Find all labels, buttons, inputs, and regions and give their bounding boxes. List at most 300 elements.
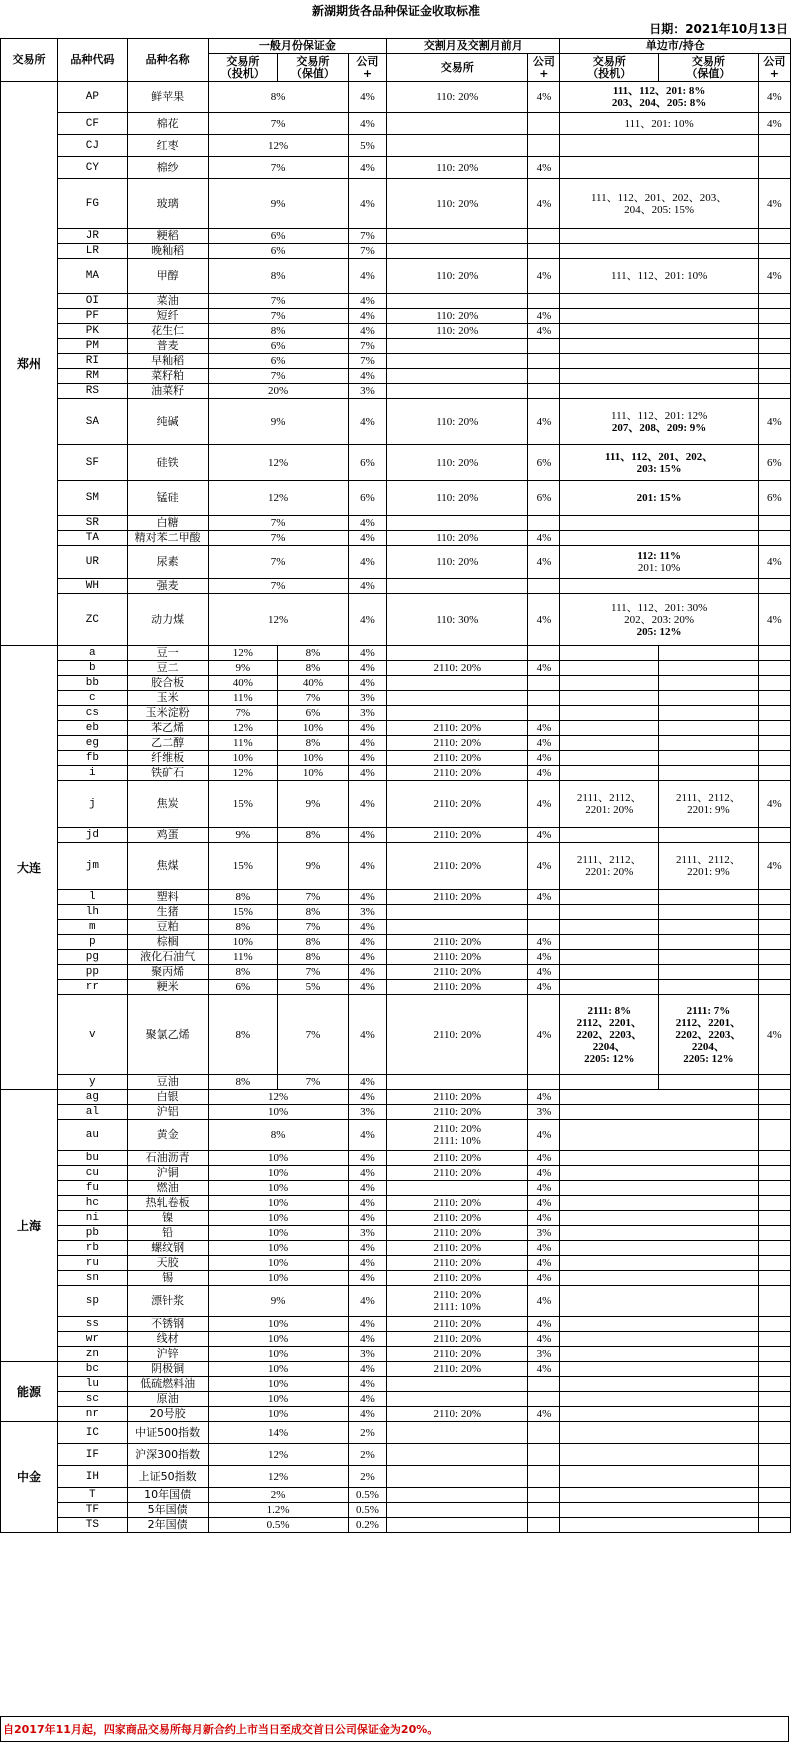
table-row: [1, 229, 791, 244]
table-row: [1, 445, 791, 481]
name-cell: 棉纱: [127, 157, 208, 179]
single-company-cell: [758, 980, 790, 995]
general-company-cell: 4%: [348, 920, 386, 935]
delivery-cell: 2110: 20%: [387, 1090, 528, 1105]
single-company-cell: [758, 1503, 790, 1518]
delivery-company-cell: 4%: [528, 736, 560, 751]
cell-line: 2201: 20%: [585, 866, 634, 878]
spec-margin-cell: 10%: [208, 935, 278, 950]
exchange-cell: 大连: [1, 646, 58, 1090]
name-cell: 漂针浆: [127, 1286, 208, 1317]
general-margin-cell: 9%: [208, 1286, 348, 1317]
general-company-cell: 7%: [348, 354, 386, 369]
single-company-cell: [758, 1407, 790, 1422]
single-market-cell: 111、201: 10%: [560, 113, 758, 135]
code-cell: eg: [58, 736, 128, 751]
single-hedge-cell: [659, 661, 759, 676]
cell-line: 111、112、201、202、203、: [590, 191, 728, 204]
general-company-cell: 4%: [348, 324, 386, 339]
name-cell: 玉米: [127, 691, 208, 706]
code-cell: IF: [58, 1444, 128, 1466]
code-cell: ni: [58, 1211, 128, 1226]
spec-margin-cell: 8%: [208, 995, 278, 1075]
general-margin-cell: 10%: [208, 1181, 348, 1196]
header-delivery: 交割月及交割月前月: [387, 39, 560, 54]
general-margin-cell: 10%: [208, 1211, 348, 1226]
cell-line: 2204、: [592, 1040, 626, 1053]
cell-line: 205: 12%: [636, 625, 682, 638]
exchange-cell: 中金: [1, 1422, 58, 1533]
delivery-company-cell: [528, 676, 560, 691]
table-row: [1, 594, 791, 646]
name-cell: 豆油: [127, 1075, 208, 1090]
single-company-cell: 6%: [758, 481, 790, 516]
delivery-cell: 2110: 20%: [387, 1256, 528, 1271]
single-spec-cell: [560, 781, 659, 828]
code-cell: TF: [58, 1503, 128, 1518]
general-margin-cell: 14%: [208, 1422, 348, 1444]
general-margin-cell: 10%: [208, 1166, 348, 1181]
spec-margin-cell: 10%: [208, 751, 278, 766]
delivery-company-cell: 4%: [528, 1090, 560, 1105]
code-cell: fb: [58, 751, 128, 766]
single-company-cell: [758, 294, 790, 309]
single-company-cell: [758, 920, 790, 935]
general-company-cell: 6%: [348, 481, 386, 516]
single-market-cell: [560, 546, 758, 579]
delivery-company-cell: [528, 294, 560, 309]
table-row: [1, 339, 791, 354]
delivery-cell: [387, 1377, 528, 1392]
single-hedge-cell: [659, 980, 759, 995]
delivery-company-cell: 4%: [528, 890, 560, 905]
table-row: [1, 1120, 791, 1151]
single-market-cell: [560, 294, 758, 309]
single-market-cell: [560, 1196, 758, 1211]
cell-line: 2201: 20%: [585, 804, 634, 816]
table-row: [1, 905, 791, 920]
delivery-cell: 2110: 20%: [387, 1362, 528, 1377]
single-hedge-cell: [659, 736, 759, 751]
table-row: [1, 1181, 791, 1196]
single-spec-cell: [560, 661, 659, 676]
single-company-cell: 6%: [758, 445, 790, 481]
table-body: [1, 82, 791, 1533]
delivery-company-cell: 6%: [528, 445, 560, 481]
header-spec: [208, 54, 278, 82]
single-market-cell: [560, 1422, 758, 1444]
code-cell: rb: [58, 1241, 128, 1256]
single-market-cell: [560, 1392, 758, 1407]
table-row: [1, 1211, 791, 1226]
delivery-company-cell: 4%: [528, 531, 560, 546]
general-company-cell: 4%: [348, 935, 386, 950]
name-cell: 短纤: [127, 309, 208, 324]
single-market-cell: 111、112、201: 10%: [560, 259, 758, 294]
general-company-cell: 4%: [348, 1256, 386, 1271]
single-company-cell: [758, 324, 790, 339]
name-cell: 甲醇: [127, 259, 208, 294]
delivery-cell: [387, 1120, 528, 1151]
single-company-cell: [758, 1120, 790, 1151]
delivery-cell: [387, 676, 528, 691]
code-cell: CJ: [58, 135, 128, 157]
single-company-cell: [758, 157, 790, 179]
single-company-cell: [758, 1392, 790, 1407]
general-company-cell: 4%: [348, 676, 386, 691]
general-margin-cell: 10%: [208, 1392, 348, 1407]
general-company-cell: 4%: [348, 179, 386, 229]
single-company-cell: [758, 965, 790, 980]
general-company-cell: 4%: [348, 721, 386, 736]
page-title: 新湖期货各品种保证金收取标准: [311, 4, 480, 18]
spec-margin-cell: 6%: [208, 980, 278, 995]
delivery-company-cell: 4%: [528, 1271, 560, 1286]
general-margin-cell: 10%: [208, 1105, 348, 1120]
delivery-cell: [387, 905, 528, 920]
general-margin-cell: 10%: [208, 1226, 348, 1241]
table-row: [1, 661, 791, 676]
delivery-company-cell: 4%: [528, 995, 560, 1075]
code-cell: OI: [58, 294, 128, 309]
name-cell: 塑料: [127, 890, 208, 905]
delivery-cell: [387, 920, 528, 935]
delivery-company-cell: 4%: [528, 1241, 560, 1256]
table-row: [1, 1444, 791, 1466]
delivery-cell: 2110: 20%: [387, 843, 528, 890]
single-market-cell: [560, 1151, 758, 1166]
cell-line: 2111、2112、: [676, 854, 741, 866]
delivery-company-cell: [528, 135, 560, 157]
code-cell: v: [58, 995, 128, 1075]
single-market-cell: 201: 15%: [560, 481, 758, 516]
header-delivery-company: [528, 54, 560, 82]
general-margin-cell: 10%: [208, 1317, 348, 1332]
delivery-company-cell: 4%: [528, 1166, 560, 1181]
name-cell: 黄金: [127, 1120, 208, 1151]
delivery-cell: 2110: 20%: [387, 751, 528, 766]
delivery-cell: [387, 369, 528, 384]
single-company-cell: [758, 354, 790, 369]
general-company-cell: 2%: [348, 1466, 386, 1488]
delivery-cell: 2110: 20%: [387, 661, 528, 676]
table-row: [1, 1377, 791, 1392]
single-market-cell: [560, 1105, 758, 1120]
name-cell: 原油: [127, 1392, 208, 1407]
delivery-cell: 110: 30%: [387, 594, 528, 646]
name-cell: 聚氯乙烯: [127, 995, 208, 1075]
code-cell: TS: [58, 1518, 128, 1533]
code-cell: SF: [58, 445, 128, 481]
table-row: [1, 1196, 791, 1211]
single-company-cell: [758, 1444, 790, 1466]
cell-line: 交易所: [226, 54, 260, 68]
name-cell: 低硫燃料油: [127, 1377, 208, 1392]
hedge-margin-cell: 8%: [278, 828, 349, 843]
general-company-cell: 7%: [348, 339, 386, 354]
general-company-cell: 3%: [348, 706, 386, 721]
table-row: [1, 324, 791, 339]
name-cell: 苯乙烯: [127, 721, 208, 736]
name-cell: 热轧卷板: [127, 1196, 208, 1211]
cell-line: 2205: 12%: [683, 1052, 734, 1065]
general-company-cell: 4%: [348, 1332, 386, 1347]
single-market-cell: [560, 531, 758, 546]
table-row: [1, 369, 791, 384]
cell-line: 交易所: [691, 54, 725, 68]
single-company-cell: 4%: [758, 546, 790, 579]
delivery-cell: [387, 1286, 528, 1317]
code-cell: ZC: [58, 594, 128, 646]
table-row: [1, 1332, 791, 1347]
header-name: 品种名称: [127, 39, 208, 82]
delivery-company-cell: 4%: [528, 980, 560, 995]
exchange-cell: 能源: [1, 1362, 58, 1422]
table-row: [1, 1347, 791, 1362]
general-company-cell: 4%: [348, 661, 386, 676]
single-company-cell: [758, 339, 790, 354]
single-hedge-cell: [659, 843, 759, 890]
delivery-company-cell: 4%: [528, 1286, 560, 1317]
single-hedge-cell: [659, 646, 759, 661]
general-company-cell: 3%: [348, 1105, 386, 1120]
spec-margin-cell: 11%: [208, 950, 278, 965]
single-market-cell: [560, 1181, 758, 1196]
delivery-cell: 110: 20%: [387, 399, 528, 445]
delivery-cell: 110: 20%: [387, 546, 528, 579]
single-company-cell: [758, 531, 790, 546]
code-cell: lu: [58, 1377, 128, 1392]
delivery-cell: [387, 1503, 528, 1518]
general-margin-cell: 10%: [208, 1271, 348, 1286]
general-company-cell: 4%: [348, 980, 386, 995]
delivery-company-cell: 4%: [528, 935, 560, 950]
general-margin-cell: 6%: [208, 229, 348, 244]
single-company-cell: [758, 369, 790, 384]
table-row: [1, 481, 791, 516]
general-company-cell: 4%: [348, 546, 386, 579]
spec-margin-cell: 9%: [208, 828, 278, 843]
general-margin-cell: 0.5%: [208, 1518, 348, 1533]
single-company-cell: [758, 1181, 790, 1196]
exchange-cell: 郑州: [1, 82, 58, 646]
name-cell: 玻璃: [127, 179, 208, 229]
general-company-cell: 4%: [348, 1075, 386, 1090]
delivery-company-cell: 4%: [528, 950, 560, 965]
general-margin-cell: 10%: [208, 1151, 348, 1166]
code-cell: IC: [58, 1422, 128, 1444]
name-cell: 沪锌: [127, 1347, 208, 1362]
general-margin-cell: 10%: [208, 1407, 348, 1422]
cell-line: 2111、2112、: [676, 792, 741, 804]
code-cell: ss: [58, 1317, 128, 1332]
name-cell: 棕榈: [127, 935, 208, 950]
name-cell: 鲜苹果: [127, 82, 208, 113]
delivery-cell: 2110: 20%: [387, 1241, 528, 1256]
name-cell: 豆二: [127, 661, 208, 676]
delivery-company-cell: [528, 384, 560, 399]
name-cell: 阴极铜: [127, 1362, 208, 1377]
code-cell: ru: [58, 1256, 128, 1271]
code-cell: lh: [58, 905, 128, 920]
name-cell: 棉花: [127, 113, 208, 135]
delivery-cell: [387, 113, 528, 135]
code-cell: rr: [58, 980, 128, 995]
single-company-cell: [758, 721, 790, 736]
name-cell: 上证50指数: [127, 1466, 208, 1488]
hedge-margin-cell: 40%: [278, 676, 349, 691]
code-cell: RM: [58, 369, 128, 384]
name-cell: 花生仁: [127, 324, 208, 339]
delivery-cell: [387, 354, 528, 369]
delivery-cell: 2110: 20%: [387, 890, 528, 905]
single-company-cell: [758, 676, 790, 691]
delivery-cell: [387, 384, 528, 399]
single-spec-cell: [560, 676, 659, 691]
hedge-margin-cell: 7%: [278, 691, 349, 706]
general-margin-cell: 7%: [208, 516, 348, 531]
table-row: [1, 828, 791, 843]
delivery-cell: [387, 1488, 528, 1503]
name-cell: 乙二醇: [127, 736, 208, 751]
code-cell: i: [58, 766, 128, 781]
general-company-cell: 4%: [348, 1151, 386, 1166]
general-company-cell: 4%: [348, 259, 386, 294]
delivery-cell: 2110: 20%: [387, 1407, 528, 1422]
single-market-cell: [560, 1347, 758, 1362]
delivery-cell: 2110: 20%: [387, 1105, 528, 1120]
general-company-cell: 4%: [348, 309, 386, 324]
date-label: 日期：2021年10月13日: [649, 22, 788, 36]
single-company-cell: [758, 1286, 790, 1317]
delivery-company-cell: [528, 229, 560, 244]
code-cell: eb: [58, 721, 128, 736]
single-hedge-cell: [659, 890, 759, 905]
general-margin-cell: 10%: [208, 1362, 348, 1377]
table-row: [1, 135, 791, 157]
table-row: [1, 995, 791, 1075]
single-company-cell: [758, 1317, 790, 1332]
table-row: [1, 1362, 791, 1377]
cell-line: 交易所: [296, 54, 330, 68]
general-margin-cell: 12%: [208, 594, 348, 646]
name-cell: 普麦: [127, 339, 208, 354]
name-cell: 油菜籽: [127, 384, 208, 399]
general-company-cell: 4%: [348, 736, 386, 751]
single-hedge-cell: [659, 781, 759, 828]
name-cell: 早籼稻: [127, 354, 208, 369]
cell-line: 2111: 10%: [433, 1135, 481, 1147]
name-cell: 晚籼稻: [127, 244, 208, 259]
single-market-cell: [560, 1407, 758, 1422]
general-company-cell: 3%: [348, 1226, 386, 1241]
hedge-margin-cell: 9%: [278, 843, 349, 890]
exchange-cell: 上海: [1, 1090, 58, 1362]
table-row: [1, 751, 791, 766]
general-company-cell: 4%: [348, 1392, 386, 1407]
single-company-cell: 4%: [758, 995, 790, 1075]
delivery-company-cell: 4%: [528, 179, 560, 229]
code-cell: nr: [58, 1407, 128, 1422]
cell-line: 2111、2112、: [576, 792, 642, 804]
general-company-cell: 3%: [348, 1347, 386, 1362]
cell-line: 2111: 10%: [433, 1301, 481, 1313]
hedge-margin-cell: 7%: [278, 995, 349, 1075]
single-company-cell: 4%: [758, 82, 790, 113]
general-company-cell: 4%: [348, 781, 386, 828]
single-company-cell: 4%: [758, 179, 790, 229]
general-margin-cell: 7%: [208, 531, 348, 546]
table-row: [1, 1166, 791, 1181]
general-company-cell: 4%: [348, 995, 386, 1075]
single-company-cell: [758, 135, 790, 157]
single-market-cell: [560, 445, 758, 481]
delivery-cell: 2110: 20%: [387, 1332, 528, 1347]
general-company-cell: 4%: [348, 1286, 386, 1317]
general-company-cell: 4%: [348, 646, 386, 661]
cell-line: 2202、2203、: [675, 1028, 742, 1041]
delivery-company-cell: 4%: [528, 1332, 560, 1347]
table-row: [1, 676, 791, 691]
single-company-cell: [758, 691, 790, 706]
single-market-cell: [560, 1271, 758, 1286]
spec-margin-cell: 8%: [208, 890, 278, 905]
code-cell: SR: [58, 516, 128, 531]
general-margin-cell: 1.2%: [208, 1503, 348, 1518]
delivery-cell: 2110: 20%: [387, 736, 528, 751]
delivery-cell: 2110: 20%: [387, 721, 528, 736]
single-hedge-cell: [659, 920, 759, 935]
general-company-cell: 4%: [348, 1211, 386, 1226]
cell-line: 111、112、201: 12%: [610, 409, 708, 422]
name-cell: 铅: [127, 1226, 208, 1241]
single-spec-cell: [560, 766, 659, 781]
single-spec-cell: [560, 721, 659, 736]
table-row: [1, 1105, 791, 1120]
general-company-cell: 4%: [348, 1317, 386, 1332]
single-market-cell: [560, 1518, 758, 1533]
delivery-company-cell: [528, 579, 560, 594]
code-cell: b: [58, 661, 128, 676]
delivery-company-cell: 4%: [528, 259, 560, 294]
general-margin-cell: 8%: [208, 82, 348, 113]
general-margin-cell: 10%: [208, 1241, 348, 1256]
delivery-cell: [387, 1444, 528, 1466]
general-company-cell: 4%: [348, 1377, 386, 1392]
delivery-company-cell: 4%: [528, 324, 560, 339]
single-spec-cell: [560, 905, 659, 920]
single-company-cell: 4%: [758, 594, 790, 646]
code-cell: sp: [58, 1286, 128, 1317]
header-exchange: 交易所: [1, 39, 58, 82]
single-company-cell: [758, 828, 790, 843]
delivery-company-cell: 4%: [528, 766, 560, 781]
single-company-cell: [758, 309, 790, 324]
table-row: [1, 935, 791, 950]
name-cell: 液化石油气: [127, 950, 208, 965]
general-company-cell: 4%: [348, 950, 386, 965]
single-market-cell: [560, 1226, 758, 1241]
delivery-cell: [387, 579, 528, 594]
code-cell: CF: [58, 113, 128, 135]
single-company-cell: [758, 646, 790, 661]
single-spec-cell: [560, 935, 659, 950]
single-spec-cell: [560, 1075, 659, 1090]
general-company-cell: 4%: [348, 843, 386, 890]
single-market-cell: [560, 1256, 758, 1271]
general-company-cell: 4%: [348, 579, 386, 594]
name-cell: 玉米淀粉: [127, 706, 208, 721]
